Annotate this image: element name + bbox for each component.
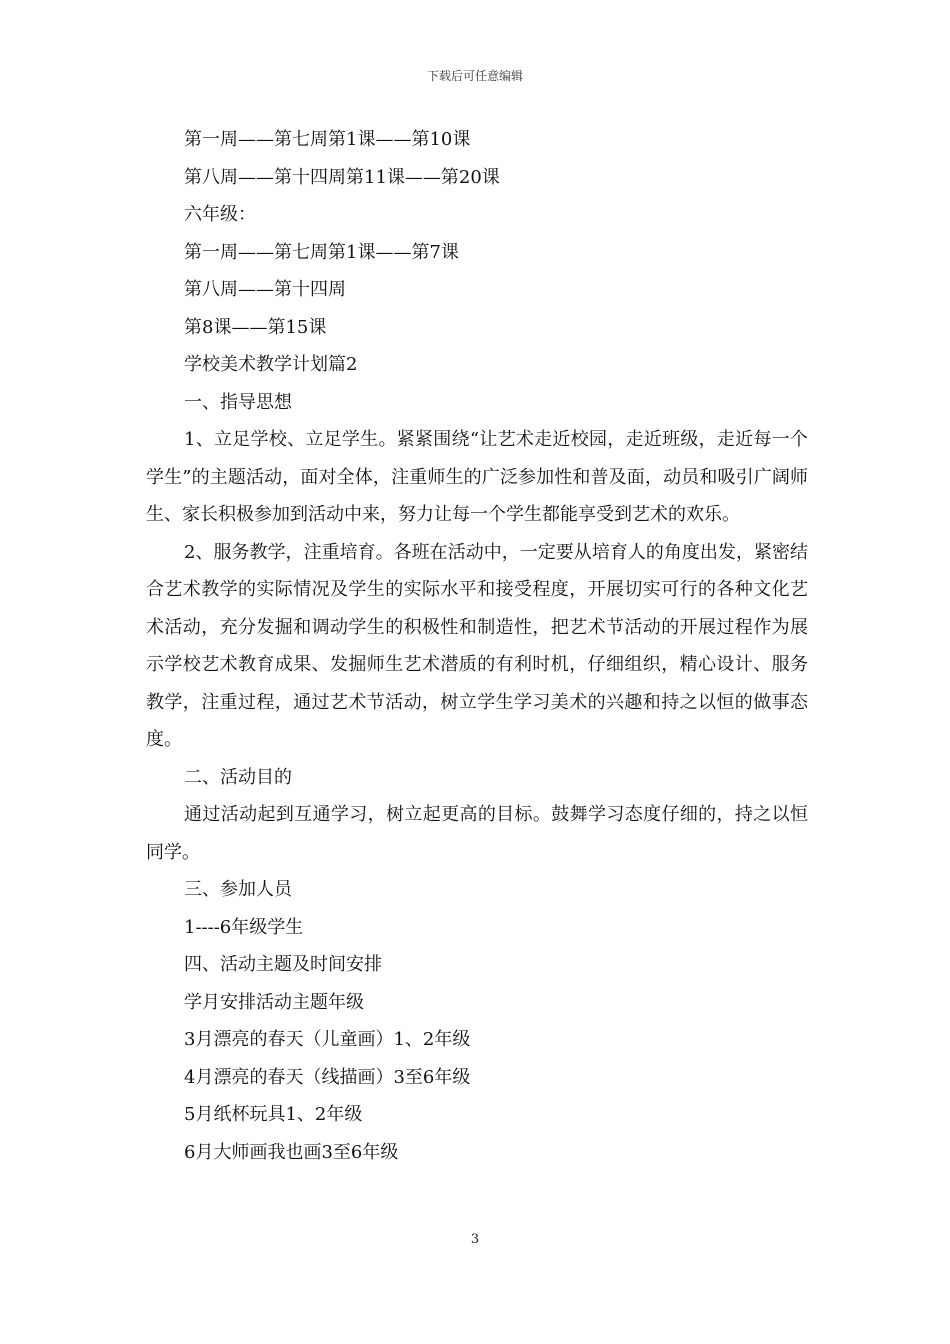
schedule-row: 5月纸杯玩具1、2年级 [184,1104,363,1125]
schedule-line: 第八周——第十四周 [184,279,346,300]
section-title: 学校美术教学计划篇2 [184,354,358,375]
paragraph: 2、服务教学，注重培育。各班在活动中，一定要从培育人的角度出发，紧密结合艺术教学的实际情况及学生的实际水平和接受程度，开展切实可行的各种文化艺术活动，充分发掘和调动学生的积极性和制造性，把艺术节活动的开展过程作为展示学校艺术教育成果、发掘师生艺术潜质的有利时机，仔细组织，精心设计、服务教学，注重过程，通过艺术节活动，树立学生学习美术的兴趣和持之以恒的做事态度。 [146,541,808,750]
schedule-line: 第八周——第十四周第11课——第20课 [184,166,500,188]
schedule-line: 第8课——第15课 [184,316,327,338]
table-header-line: 学月安排活动主题年级 [184,991,364,1013]
section-heading: 三、参加人员 [184,879,292,900]
document-body [146,121,808,1171]
section-heading: 一、指导思想 [184,391,292,413]
schedule-row: 6月大师画我也画3至6年级 [184,1141,399,1163]
schedule-line: 第一周——第七周第1课——第10课 [184,129,471,150]
paragraph: 1、立足学校、立足学生。紧紧围绕“让艺术走近校园，走近班级，走近每一个学生”的主题活动，面对全体，注重师生的广泛参加性和普及面，动员和吸引广阔师生、家长积极参加到活动中来，努力让每一个学生都能享受到艺术的欢乐。 [146,429,808,525]
page-header: 下载后可任意编辑 [426,69,523,83]
schedule-row: 4月漂亮的春天（线描画）3至6年级 [184,1066,471,1088]
section-heading: 二、活动目的 [184,766,292,788]
schedule-row: 3月漂亮的春天（儿童画）1、2年级 [184,1029,471,1050]
grade-heading: 六年级： [184,204,256,225]
section-heading: 四、活动主题及时间安排 [184,954,382,975]
schedule-line: 第一周——第七周第1课——第7课 [184,241,459,263]
page-number: 3 [470,1232,480,1247]
paragraph: 通过活动起到互通学习，树立起更高的目标。鼓舞学习态度仔细的，持之以恒同学。 [146,804,808,863]
text-line: 1----6年级学生 [184,916,304,938]
